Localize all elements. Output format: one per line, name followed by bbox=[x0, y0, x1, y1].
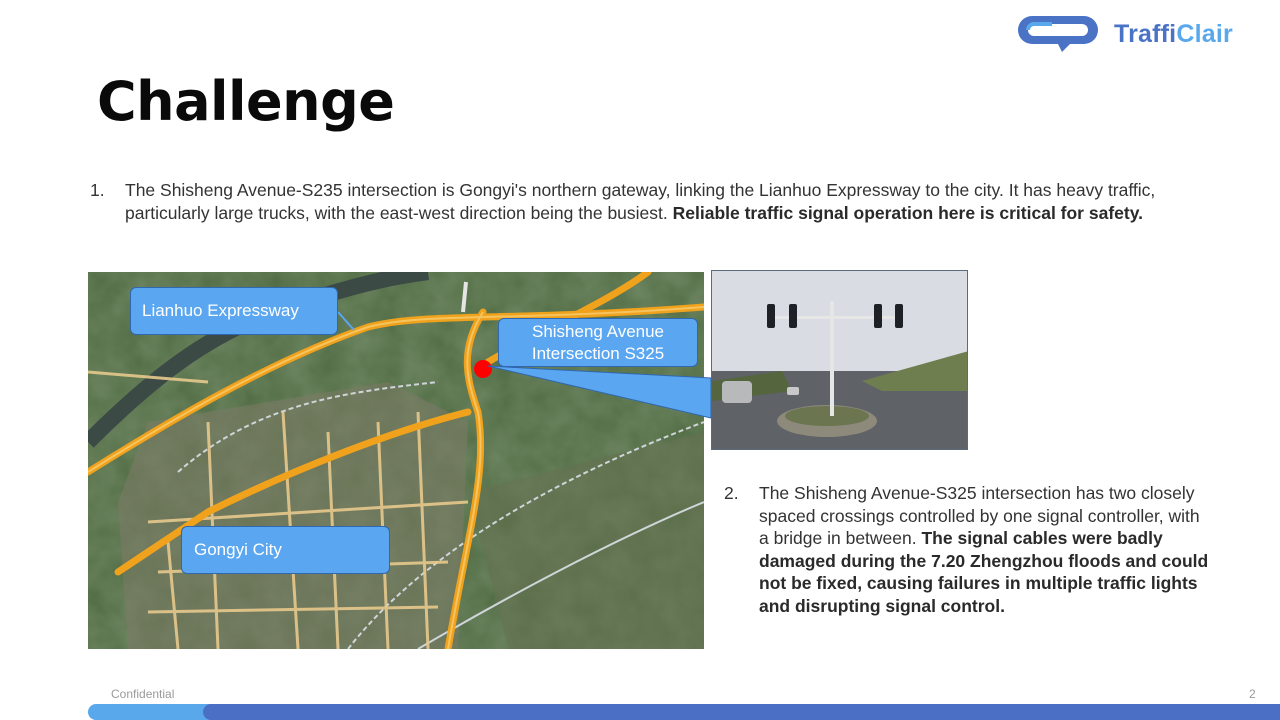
point-text: The Shisheng Avenue-S325 intersection has two closely spaced crossings controlled by one signal controller, with a bridge in between. bbox=[759, 483, 1200, 548]
point-text: The Shisheng Avenue-S235 intersection is Gongyi's northern gateway, linking the Lianhuo Expressway to the city. It has heavy traffic, particularly large trucks, with the east-west direction being the busiest. bbox=[125, 180, 1156, 223]
point-bold-text: Reliable traffic signal operation here is critical for safety. bbox=[672, 202, 1144, 223]
point-body bbox=[125, 179, 1170, 224]
brand-name bbox=[1114, 20, 1233, 49]
slide-title: Challenge bbox=[97, 70, 395, 133]
callout-intersection: Shisheng Avenue Intersection S325 bbox=[498, 318, 698, 367]
point-number: 1. bbox=[90, 180, 105, 200]
point-number: 2. bbox=[724, 483, 739, 503]
page-number: 2 bbox=[1249, 687, 1256, 701]
brand-name-part1: Traffi bbox=[1114, 19, 1177, 48]
footer-bar bbox=[203, 704, 1280, 720]
point-body bbox=[759, 482, 1209, 617]
brand-logo bbox=[1018, 14, 1233, 54]
speech-bubble-logo-icon bbox=[1018, 14, 1100, 54]
callout-lianhuo-expressway: Lianhuo Expressway bbox=[130, 287, 338, 335]
intersection-marker bbox=[474, 360, 492, 378]
challenge-point-1 bbox=[90, 179, 1170, 249]
brand-name-part2: Clair bbox=[1176, 19, 1233, 48]
point-bold-text: The signal cables were badly damaged during the 7.20 Zhengzhou floods and could not be fixed, causing failures in multiple traffic lights and disrupting signal control. bbox=[759, 528, 1209, 616]
footer-confidential: Confidential bbox=[111, 687, 175, 701]
challenge-point-2 bbox=[724, 482, 1214, 642]
intersection-photo bbox=[711, 270, 968, 450]
callout-gongyi-city: Gongyi City bbox=[181, 526, 390, 574]
